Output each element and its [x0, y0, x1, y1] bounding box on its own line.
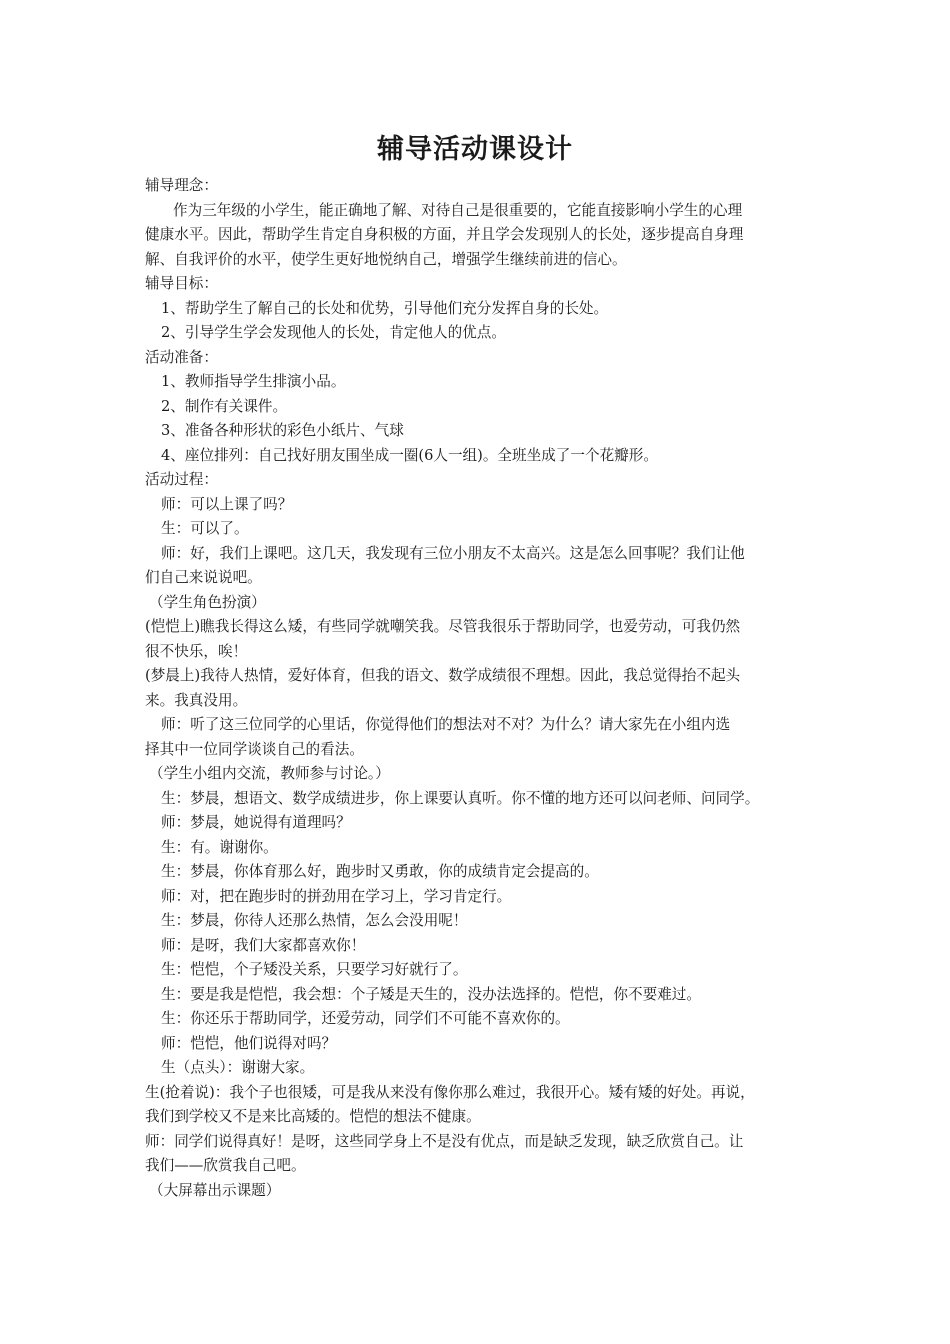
text-line: （学生小组内交流，教师参与讨论。） [149, 765, 390, 782]
text-line: 师：梦晨，她说得有道理吗？ [161, 814, 351, 831]
text-line: 1、帮助学生了解自己的长处和优势，引导他们充分发挥自身的长处。 [161, 299, 609, 317]
text-line: (梦晨上)我待人热情，爱好体育，但我的语文、数学成绩很不理想。因此，我总觉得抬不起头 [145, 667, 741, 684]
document-title: 辅导活动课设计 [377, 134, 573, 165]
text-line: 择其中一位同学谈谈自己的看法。 [145, 740, 364, 758]
text-line: 生(抢着说)：我个子也很矮，可是我从来没有像你那么难过，我很开心。矮有矮的好处。再说， [145, 1083, 755, 1101]
text-line: 师：好，我们上课吧。这几天，我发现有三位小朋友不太高兴。这是怎么回事呢？我们让他 [161, 544, 745, 562]
text-line: (恺恺上)瞧我长得这么矮，有些同学就嘲笑我。尽管我很乐于帮助同学，也爱劳动，可我仍然 [145, 618, 741, 635]
text-line: （大屏幕出示课题） [149, 1181, 281, 1199]
text-line: 师：同学们说得真好！是呀，这些同学身上不是没有优点，而是缺乏发现，缺乏欣赏自己。让 [145, 1132, 744, 1150]
text-line: 很不快乐，唉！ [145, 642, 248, 660]
text-line: 辅导理念： [145, 177, 218, 194]
text-line: 生：你还乐于帮助同学，还爱劳动，同学们不可能不喜欢你的。 [161, 1010, 570, 1027]
text-line: 2、引导学生学会发现他人的长处，肯定他人的优点。 [161, 324, 506, 341]
text-line: 1、教师指导学生排演小品。 [161, 373, 346, 390]
text-line: 辅导目标： [145, 275, 218, 292]
text-line: 我们到学校又不是来比高矮的。恺恺的想法不健康。 [145, 1108, 481, 1125]
text-line: 4、座位排列：自己找好朋友围坐成一圈(6人一组)。全班坐成了一个花瓣形。 [161, 446, 658, 464]
text-line: 健康水平。因此，帮助学生肯定自身积极的方面，并且学会发现别人的长处，逐步提高自身理 [145, 226, 744, 243]
text-line: 师：恺恺，他们说得对吗？ [161, 1034, 337, 1052]
text-line: 作为三年级的小学生，能正确地了解、对待自己是很重要的，它能直接影响小学生的心理 [173, 201, 743, 219]
text-line: 生：恺恺，个子矮没关系，只要学习好就行了。 [161, 961, 468, 978]
text-line: 来。我真没用。 [145, 691, 248, 709]
text-line: 师：可以上课了吗？ [161, 495, 293, 513]
text-line: 3、准备各种形状的彩色小纸片、气球 [161, 422, 404, 439]
text-line: 我们——欣赏我自己吧。 [145, 1157, 306, 1174]
text-line: 生（点头）：谢谢大家。 [161, 1059, 315, 1076]
text-line: 生：可以了。 [161, 520, 249, 537]
document-body [145, 174, 810, 1203]
text-line: 生：梦晨，想语文、数学成绩进步，你上课要认真听。你不懂的地方还可以问老师、问同学。 [161, 789, 760, 807]
text-line: 生：有。谢谢你。 [161, 838, 278, 856]
text-line: 生：要是我是恺恺，我会想：个子矮是天生的，没办法选择的。恺恺，你不要难过。 [161, 985, 701, 1003]
text-line: 们自己来说说吧。 [145, 569, 262, 586]
text-line: 活动过程： [145, 471, 218, 488]
text-line: （学生角色扮演） [149, 593, 266, 611]
text-line: 师：对，把在跑步时的拼劲用在学习上，学习肯定行。 [161, 887, 512, 905]
text-line: 2、制作有关课件。 [161, 397, 288, 415]
text-line: 生：梦晨，你待人还那么热情，怎么会没用呢！ [161, 912, 468, 929]
text-line: 师：听了这三位同学的心里话，你觉得他们的想法对不对？为什么？请大家先在小组内选 [161, 716, 731, 733]
text-line: 师：是呀，我们大家都喜欢你！ [161, 936, 366, 954]
text-line: 活动准备： [145, 348, 218, 366]
text-line: 生：梦晨，你体育那么好，跑步时又勇敢，你的成绩肯定会提高的。 [161, 863, 599, 880]
text-line: 解、自我评价的水平，使学生更好地悦纳自己，增强学生继续前进的信心。 [145, 250, 627, 268]
